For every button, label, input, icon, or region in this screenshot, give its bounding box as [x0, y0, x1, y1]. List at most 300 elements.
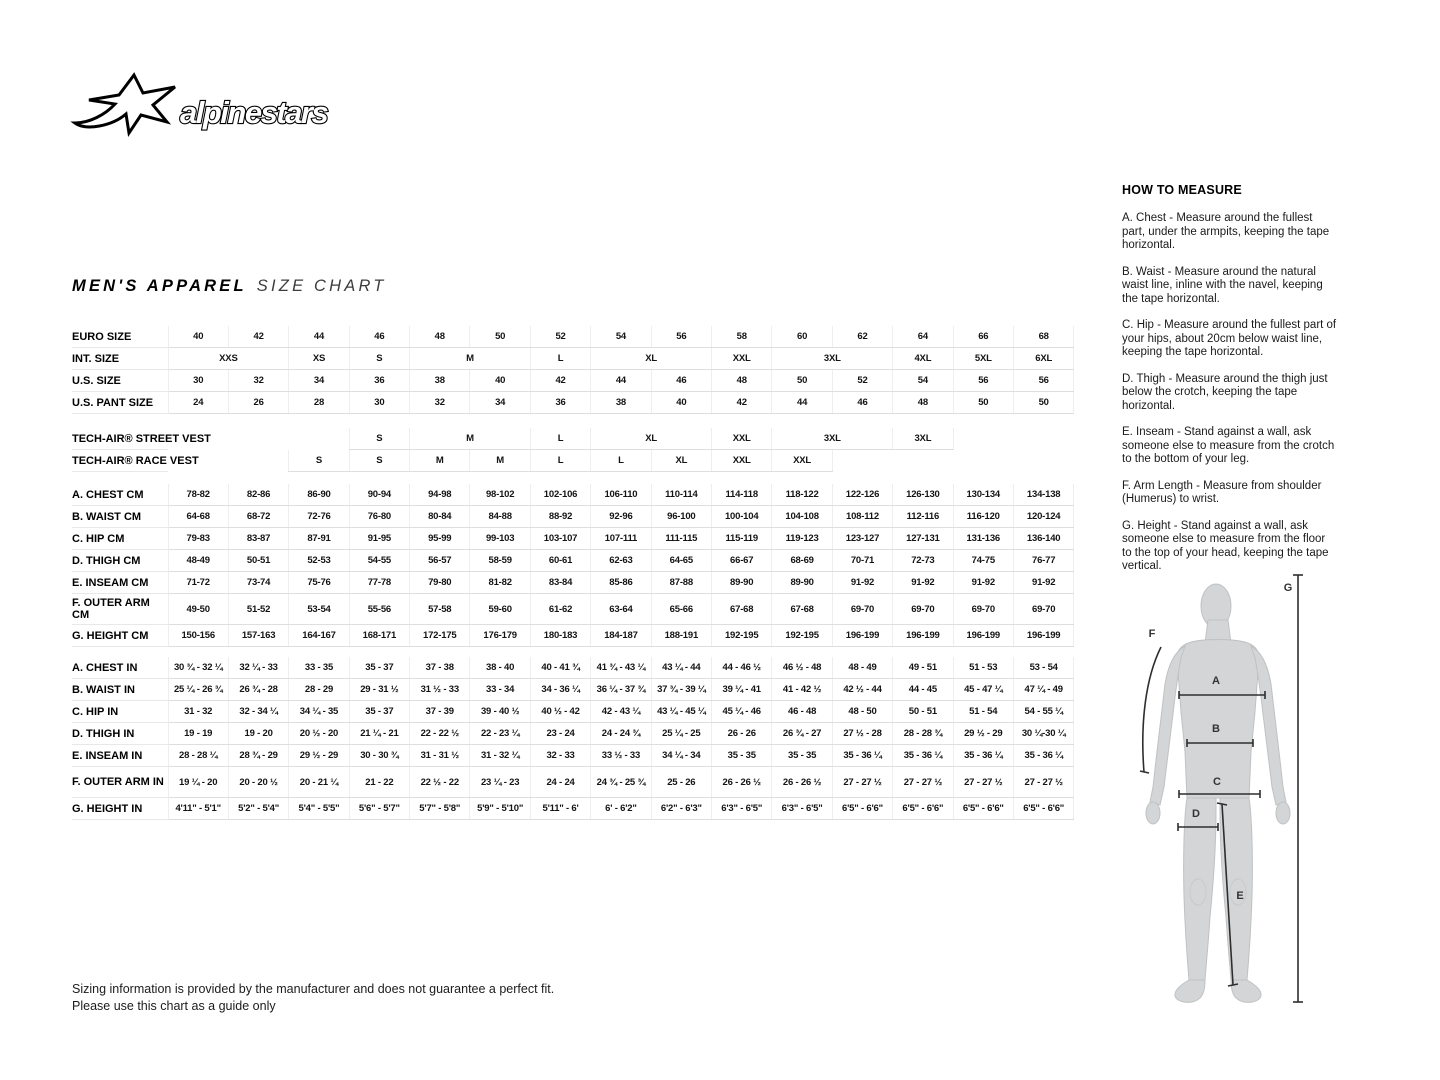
- size-cell: 30 ¼-30 ¼: [1013, 723, 1073, 745]
- int-size-row: [72, 348, 1074, 370]
- footnote: [72, 981, 554, 1015]
- size-cell: M: [410, 428, 531, 450]
- size-cell: XXL: [712, 450, 772, 472]
- size-cell: 43 ¼ - 44: [651, 657, 711, 679]
- size-cell: 37 - 38: [410, 657, 470, 679]
- measurement-figure: [1128, 562, 1318, 1014]
- measure-item-chest: A. Chest - Measure around the fullest part, under the armpits, keeping the tape horizontal.: [1122, 212, 1330, 251]
- size-cell: 91-92: [953, 572, 1013, 594]
- figure-label-a: A: [1212, 675, 1220, 687]
- size-cell: 20 - 20 ½: [228, 767, 288, 798]
- size-cell: 42: [712, 392, 772, 414]
- size-cell: 196-199: [953, 625, 1013, 647]
- size-cell: 44: [289, 326, 349, 348]
- size-cell: 126-130: [893, 484, 953, 506]
- euro-size-row: [72, 326, 1074, 348]
- size-cell: 30: [349, 392, 409, 414]
- size-cell: 71-72: [168, 572, 228, 594]
- size-cell: 32 - 34 ¼: [228, 701, 288, 723]
- size-cell: 40: [168, 326, 228, 348]
- size-cell: 111-115: [651, 528, 711, 550]
- size-cell: [953, 428, 1013, 450]
- size-cell: 176-179: [470, 625, 530, 647]
- size-cell: 35 - 35: [772, 745, 832, 767]
- size-cell: 28 ¾ - 29: [228, 745, 288, 767]
- size-cell: 58: [712, 326, 772, 348]
- size-cell: 44 - 45: [893, 679, 953, 701]
- in-row-0-label: A. CHEST IN: [72, 657, 168, 679]
- size-cell: 38: [591, 392, 651, 414]
- size-cell: 83-87: [228, 528, 288, 550]
- size-cell: 37 ¾ - 39 ¼: [651, 679, 711, 701]
- size-cell: 103-107: [530, 528, 590, 550]
- in-row-3: [72, 723, 1074, 745]
- size-cell: 82-86: [228, 484, 288, 506]
- size-cell: 48: [712, 370, 772, 392]
- size-cell: 34: [289, 370, 349, 392]
- size-cell: 100-104: [712, 506, 772, 528]
- size-cell: 51 - 53: [953, 657, 1013, 679]
- size-cell: 50 - 51: [893, 701, 953, 723]
- in-row-1-label: B. WAIST IN: [72, 679, 168, 701]
- size-cell: 70-71: [832, 550, 892, 572]
- size-cell: 115-119: [712, 528, 772, 550]
- size-cell: 6'3" - 6'5": [712, 798, 772, 820]
- size-cell: XXL: [712, 348, 772, 370]
- size-cell: 24 - 24: [530, 767, 590, 798]
- size-cell: 35 - 36 ¼: [893, 745, 953, 767]
- tech-air-street-vest-row-label: TECH-AIR® STREET VEST: [72, 428, 168, 450]
- size-cell: 54: [591, 326, 651, 348]
- size-cell: 6'2" - 6'3": [651, 798, 711, 820]
- in-row-3-label: D. THIGH IN: [72, 723, 168, 745]
- size-cell: 5'7" - 5'8": [410, 798, 470, 820]
- size-cell: 79-80: [410, 572, 470, 594]
- size-cell: 28 - 28 ¼: [168, 745, 228, 767]
- size-cell: 89-90: [772, 572, 832, 594]
- size-cell: M: [470, 450, 530, 472]
- size-cell: 31 - 32: [168, 701, 228, 723]
- size-cell: 98-102: [470, 484, 530, 506]
- size-cell: 127-131: [893, 528, 953, 550]
- size-cell: 24 ¾ - 25 ¾: [591, 767, 651, 798]
- size-cell: 64: [893, 326, 953, 348]
- size-cell: 91-92: [832, 572, 892, 594]
- size-cell: 45 - 47 ¼: [953, 679, 1013, 701]
- size-cell: 30 - 30 ¾: [349, 745, 409, 767]
- size-cell: 29 ½ - 29: [289, 745, 349, 767]
- size-cell: 192-195: [772, 625, 832, 647]
- size-cell: 5'6" - 5'7": [349, 798, 409, 820]
- size-cell: 59-60: [470, 594, 530, 625]
- size-cell: 44: [591, 370, 651, 392]
- size-cell: 33 - 34: [470, 679, 530, 701]
- size-cell: 19 - 20: [228, 723, 288, 745]
- measure-item-waist: B. Waist - Measure around the natural waist line, inline with the navel, keeping the tape horizontal.: [1122, 265, 1323, 305]
- size-cell: 91-92: [893, 572, 953, 594]
- size-cell: 6XL: [1013, 348, 1073, 370]
- size-cell: 52: [530, 326, 590, 348]
- size-cell: 25 - 26: [651, 767, 711, 798]
- size-cell: 54: [893, 370, 953, 392]
- size-cell: 122-126: [832, 484, 892, 506]
- size-cell: 180-183: [530, 625, 590, 647]
- size-cell: 35 - 36 ¼: [1013, 745, 1073, 767]
- size-cell: 123-127: [832, 528, 892, 550]
- size-cell: 53 - 54: [1013, 657, 1073, 679]
- cm-row-3-label: D. THIGH CM: [72, 550, 168, 572]
- size-cell: L: [591, 450, 651, 472]
- size-cell: 69-70: [893, 594, 953, 625]
- size-cell: 150-156: [168, 625, 228, 647]
- size-cell: 44 - 46 ½: [712, 657, 772, 679]
- size-chart-table: [72, 326, 1074, 820]
- us-size-row: [72, 370, 1074, 392]
- size-cell: 196-199: [1013, 625, 1073, 647]
- size-cell: S: [349, 348, 409, 370]
- size-cell: 56: [1013, 370, 1073, 392]
- size-cell: 168-171: [349, 625, 409, 647]
- us-pant-size-row: [72, 392, 1074, 414]
- size-cell: 61-62: [530, 594, 590, 625]
- size-cell: 134-138: [1013, 484, 1073, 506]
- size-cell: 60-61: [530, 550, 590, 572]
- size-cell: 53-54: [289, 594, 349, 625]
- cm-row-4: [72, 572, 1074, 594]
- int-size-row-label: INT. SIZE: [72, 348, 168, 370]
- size-cell: 29 - 31 ½: [349, 679, 409, 701]
- alpinestars-wordmark: alpinestars: [180, 95, 328, 130]
- row-gap: [72, 414, 1074, 429]
- in-row-5: [72, 767, 1074, 798]
- size-cell: 57-58: [410, 594, 470, 625]
- size-cell: S: [289, 450, 349, 472]
- size-cell: 26 - 26 ½: [772, 767, 832, 798]
- size-cell: 136-140: [1013, 528, 1073, 550]
- size-cell: 87-91: [289, 528, 349, 550]
- size-cell: 28 - 28 ¾: [893, 723, 953, 745]
- size-cell: 5'9" - 5'10": [470, 798, 530, 820]
- size-cell: 3XL: [893, 428, 953, 450]
- size-cell: 84-88: [470, 506, 530, 528]
- size-cell: 6' - 6'2": [591, 798, 651, 820]
- size-cell: 90-94: [349, 484, 409, 506]
- size-cell: 96-100: [651, 506, 711, 528]
- size-cell: 196-199: [832, 625, 892, 647]
- cm-row-5: [72, 594, 1074, 625]
- size-cell: 32 - 33: [530, 745, 590, 767]
- size-cell: 19 ¼ - 20: [168, 767, 228, 798]
- page-title: [72, 277, 387, 296]
- size-cell: S: [349, 428, 409, 450]
- size-cell: 95-99: [410, 528, 470, 550]
- size-cell: 89-90: [712, 572, 772, 594]
- size-cell: 46: [651, 370, 711, 392]
- size-cell: 3XL: [772, 428, 893, 450]
- figure-label-g: G: [1283, 582, 1293, 594]
- cm-row-6: [72, 625, 1074, 647]
- size-cell: 108-112: [832, 506, 892, 528]
- size-cell: 56: [651, 326, 711, 348]
- size-cell: 120-124: [1013, 506, 1073, 528]
- alpinestars-star-icon: [75, 75, 175, 133]
- euro-size-row-label: EURO SIZE: [72, 326, 168, 348]
- footnote-line-1: Sizing information is provided by the manufacturer and does not guarantee a perfect fit.: [72, 982, 555, 996]
- size-cell: 48: [410, 326, 470, 348]
- size-cell: 63-64: [591, 594, 651, 625]
- size-cell: 196-199: [893, 625, 953, 647]
- size-cell: XL: [651, 450, 711, 472]
- size-cell: XXL: [712, 428, 772, 450]
- size-cell: 23 ¼ - 23: [470, 767, 530, 798]
- size-cell: 39 ¼ - 41: [712, 679, 772, 701]
- size-cell: 38 - 40: [470, 657, 530, 679]
- size-cell: 34: [470, 392, 530, 414]
- size-cell: 22 - 23 ¼: [470, 723, 530, 745]
- size-cell: 31 ½ - 33: [410, 679, 470, 701]
- size-cell: 116-120: [953, 506, 1013, 528]
- size-cell: 192-195: [712, 625, 772, 647]
- size-cell: 36: [530, 392, 590, 414]
- size-cell: 91-95: [349, 528, 409, 550]
- in-row-2-label: C. HIP IN: [72, 701, 168, 723]
- size-cell: [228, 450, 288, 472]
- size-cell: 64-65: [651, 550, 711, 572]
- in-row-4: [72, 745, 1074, 767]
- size-cell: [832, 450, 892, 472]
- figure-label-c: C: [1213, 776, 1221, 788]
- size-cell: 32: [410, 392, 470, 414]
- measure-item-thigh: D. Thigh - Measure around the thigh just below the crotch, keeping the tape horizontal.: [1122, 372, 1328, 412]
- size-cell: 62-63: [591, 550, 651, 572]
- size-cell: 107-111: [591, 528, 651, 550]
- size-cell: 66: [953, 326, 1013, 348]
- size-cell: 35 - 37: [349, 701, 409, 723]
- size-cell: XXL: [772, 450, 832, 472]
- size-cell: 5'2" - 5'4": [228, 798, 288, 820]
- how-to-measure-panel: [1122, 183, 1338, 587]
- size-cell: 35 - 36 ¼: [832, 745, 892, 767]
- size-cell: 66-67: [712, 550, 772, 572]
- size-cell: 48-49: [168, 550, 228, 572]
- size-cell: 92-96: [591, 506, 651, 528]
- size-cell: 56: [953, 370, 1013, 392]
- size-cell: 68-69: [772, 550, 832, 572]
- size-cell: 31 - 31 ½: [410, 745, 470, 767]
- size-cell: 51 - 54: [953, 701, 1013, 723]
- size-cell: 46: [832, 392, 892, 414]
- size-cell: 37 - 39: [410, 701, 470, 723]
- size-cell: 46 - 48: [772, 701, 832, 723]
- size-cell: 94-98: [410, 484, 470, 506]
- size-cell: 44: [772, 392, 832, 414]
- human-silhouette: [1146, 584, 1290, 1002]
- size-cell: 19 - 19: [168, 723, 228, 745]
- size-cell: 86-90: [289, 484, 349, 506]
- size-cell: 40 - 41 ¾: [530, 657, 590, 679]
- title-sub: SIZE CHART: [256, 277, 387, 295]
- size-cell: 106-110: [591, 484, 651, 506]
- size-cell: 50: [772, 370, 832, 392]
- size-cell: 77-78: [349, 572, 409, 594]
- size-cell: 34 - 36 ¼: [530, 679, 590, 701]
- size-cell: 67-68: [712, 594, 772, 625]
- size-cell: 6'5" - 6'6": [893, 798, 953, 820]
- measure-item-height: G. Height - Stand against a wall, ask someone else to measure from the floor to the top of your head, keeping the tape vertical.: [1122, 519, 1329, 572]
- footnote-line-2: Please use this chart as a guide only: [72, 999, 276, 1013]
- size-cell: 78-82: [168, 484, 228, 506]
- in-row-5-label: F. OUTER ARM IN: [72, 767, 168, 798]
- size-cell: 27 - 27 ½: [832, 767, 892, 798]
- size-cell: 5XL: [953, 348, 1013, 370]
- size-cell: 62: [832, 326, 892, 348]
- size-cell: 184-187: [591, 625, 651, 647]
- size-cell: L: [530, 450, 590, 472]
- size-cell: 4'11" - 5'1": [168, 798, 228, 820]
- size-cell: 33 ½ - 33: [591, 745, 651, 767]
- size-cell: [1013, 428, 1073, 450]
- size-cell: 32: [228, 370, 288, 392]
- tech-air-race-vest-row: [72, 450, 1074, 472]
- size-cell: 40: [470, 370, 530, 392]
- measure-item-arm: F. Arm Length - Measure from shoulder (Humerus) to wrist.: [1122, 479, 1322, 505]
- figure-label-d: D: [1192, 808, 1200, 820]
- size-cell: 74-75: [953, 550, 1013, 572]
- size-cell: 172-175: [410, 625, 470, 647]
- size-cell: 69-70: [1013, 594, 1073, 625]
- size-cell: 188-191: [651, 625, 711, 647]
- size-cell: 31 - 32 ¼: [470, 745, 530, 767]
- how-to-measure-title: HOW TO MEASURE: [1122, 183, 1242, 197]
- size-cell: 130-134: [953, 484, 1013, 506]
- size-cell: 112-116: [893, 506, 953, 528]
- size-cell: 50-51: [228, 550, 288, 572]
- in-row-2: [72, 701, 1074, 723]
- size-cell: 104-108: [772, 506, 832, 528]
- size-cell: 33 - 35: [289, 657, 349, 679]
- size-cell: 52: [832, 370, 892, 392]
- size-cell: 72-73: [893, 550, 953, 572]
- in-row-6-label: G. HEIGHT IN: [72, 798, 168, 820]
- size-cell: XS: [289, 348, 349, 370]
- cm-row-4-label: E. INSEAM CM: [72, 572, 168, 594]
- cm-row-0: [72, 484, 1074, 506]
- size-cell: 99-103: [470, 528, 530, 550]
- size-cell: 26 ¾ - 28: [228, 679, 288, 701]
- size-cell: 60: [772, 326, 832, 348]
- in-row-6: [72, 798, 1074, 820]
- size-cell: 38: [410, 370, 470, 392]
- size-cell: S: [349, 450, 409, 472]
- size-cell: 164-167: [289, 625, 349, 647]
- size-cell: 29 ½ - 29: [953, 723, 1013, 745]
- size-cell: 49 - 51: [893, 657, 953, 679]
- size-cell: 21 - 22: [349, 767, 409, 798]
- size-cell: 4XL: [893, 348, 953, 370]
- size-cell: 6'5" - 6'6": [832, 798, 892, 820]
- size-cell: 30 ¾ - 32 ¼: [168, 657, 228, 679]
- size-cell: 41 - 42 ½: [772, 679, 832, 701]
- size-cell: 81-82: [470, 572, 530, 594]
- size-cell: 30: [168, 370, 228, 392]
- us-pant-size-row-label: U.S. PANT SIZE: [72, 392, 168, 414]
- size-cell: 35 - 37: [349, 657, 409, 679]
- size-cell: 83-84: [530, 572, 590, 594]
- in-row-1: [72, 679, 1074, 701]
- size-cell: 24 - 24 ¾: [591, 723, 651, 745]
- size-cell: 25 ¼ - 26 ¾: [168, 679, 228, 701]
- cm-row-6-label: G. HEIGHT CM: [72, 625, 168, 647]
- size-cell: 46 ½ - 48: [772, 657, 832, 679]
- size-cell: M: [410, 348, 531, 370]
- size-cell: 46: [349, 326, 409, 348]
- figure-label-f: F: [1148, 628, 1156, 640]
- size-cell: 35 - 36 ¼: [953, 745, 1013, 767]
- size-cell: 69-70: [832, 594, 892, 625]
- size-cell: 28: [289, 392, 349, 414]
- size-cell: 42 - 43 ¼: [591, 701, 651, 723]
- size-cell: 23 - 24: [530, 723, 590, 745]
- size-cell: 22 ½ - 22: [410, 767, 470, 798]
- size-cell: 28 - 29: [289, 679, 349, 701]
- cm-row-3: [72, 550, 1074, 572]
- cm-row-1: [72, 506, 1074, 528]
- size-cell: 41 ¾ - 43 ¼: [591, 657, 651, 679]
- size-cell: 40: [651, 392, 711, 414]
- size-cell: 67-68: [772, 594, 832, 625]
- size-cell: 42: [228, 326, 288, 348]
- in-row-4-label: E. INSEAM IN: [72, 745, 168, 767]
- size-cell: 3XL: [772, 348, 893, 370]
- size-cell: 87-88: [651, 572, 711, 594]
- size-cell: 26 - 26 ½: [712, 767, 772, 798]
- tech-air-race-vest-row-label: TECH-AIR® RACE VEST: [72, 450, 168, 472]
- size-cell: 6'3" - 6'5": [772, 798, 832, 820]
- size-cell: 20 - 21 ¼: [289, 767, 349, 798]
- size-cell: 58-59: [470, 550, 530, 572]
- size-cell: 40 ½ - 42: [530, 701, 590, 723]
- size-cell: 36 ¼ - 37 ¾: [591, 679, 651, 701]
- size-cell: [289, 428, 349, 450]
- size-cell: 65-66: [651, 594, 711, 625]
- size-cell: 47 ¼ - 49: [1013, 679, 1073, 701]
- size-cell: 50: [953, 392, 1013, 414]
- size-cell: 80-84: [410, 506, 470, 528]
- tech-air-street-vest-row: [72, 428, 1074, 450]
- size-cell: 50: [470, 326, 530, 348]
- size-cell: 35 - 35: [712, 745, 772, 767]
- title-main: MEN'S APPAREL: [72, 277, 247, 295]
- size-cell: 26: [228, 392, 288, 414]
- size-cell: 22 - 22 ½: [410, 723, 470, 745]
- size-cell: 27 - 27 ½: [893, 767, 953, 798]
- size-cell: XL: [591, 348, 712, 370]
- size-cell: L: [530, 428, 590, 450]
- size-cell: [1013, 450, 1073, 472]
- cm-row-1-label: B. WAIST CM: [72, 506, 168, 528]
- size-cell: 102-106: [530, 484, 590, 506]
- cm-row-5-label: F. OUTER ARM CM: [72, 594, 168, 625]
- size-cell: XL: [591, 428, 712, 450]
- size-cell: 91-92: [1013, 572, 1073, 594]
- size-cell: 51-52: [228, 594, 288, 625]
- size-cell: 54 - 55 ¼: [1013, 701, 1073, 723]
- size-cell: 64-68: [168, 506, 228, 528]
- size-cell: 48 - 50: [832, 701, 892, 723]
- row-gap: [72, 647, 1074, 658]
- measure-item-hip: C. Hip - Measure around the fullest part of your hips, about 20cm below waist line, keeping the tape horizontal.: [1122, 319, 1337, 358]
- size-cell: [953, 450, 1013, 472]
